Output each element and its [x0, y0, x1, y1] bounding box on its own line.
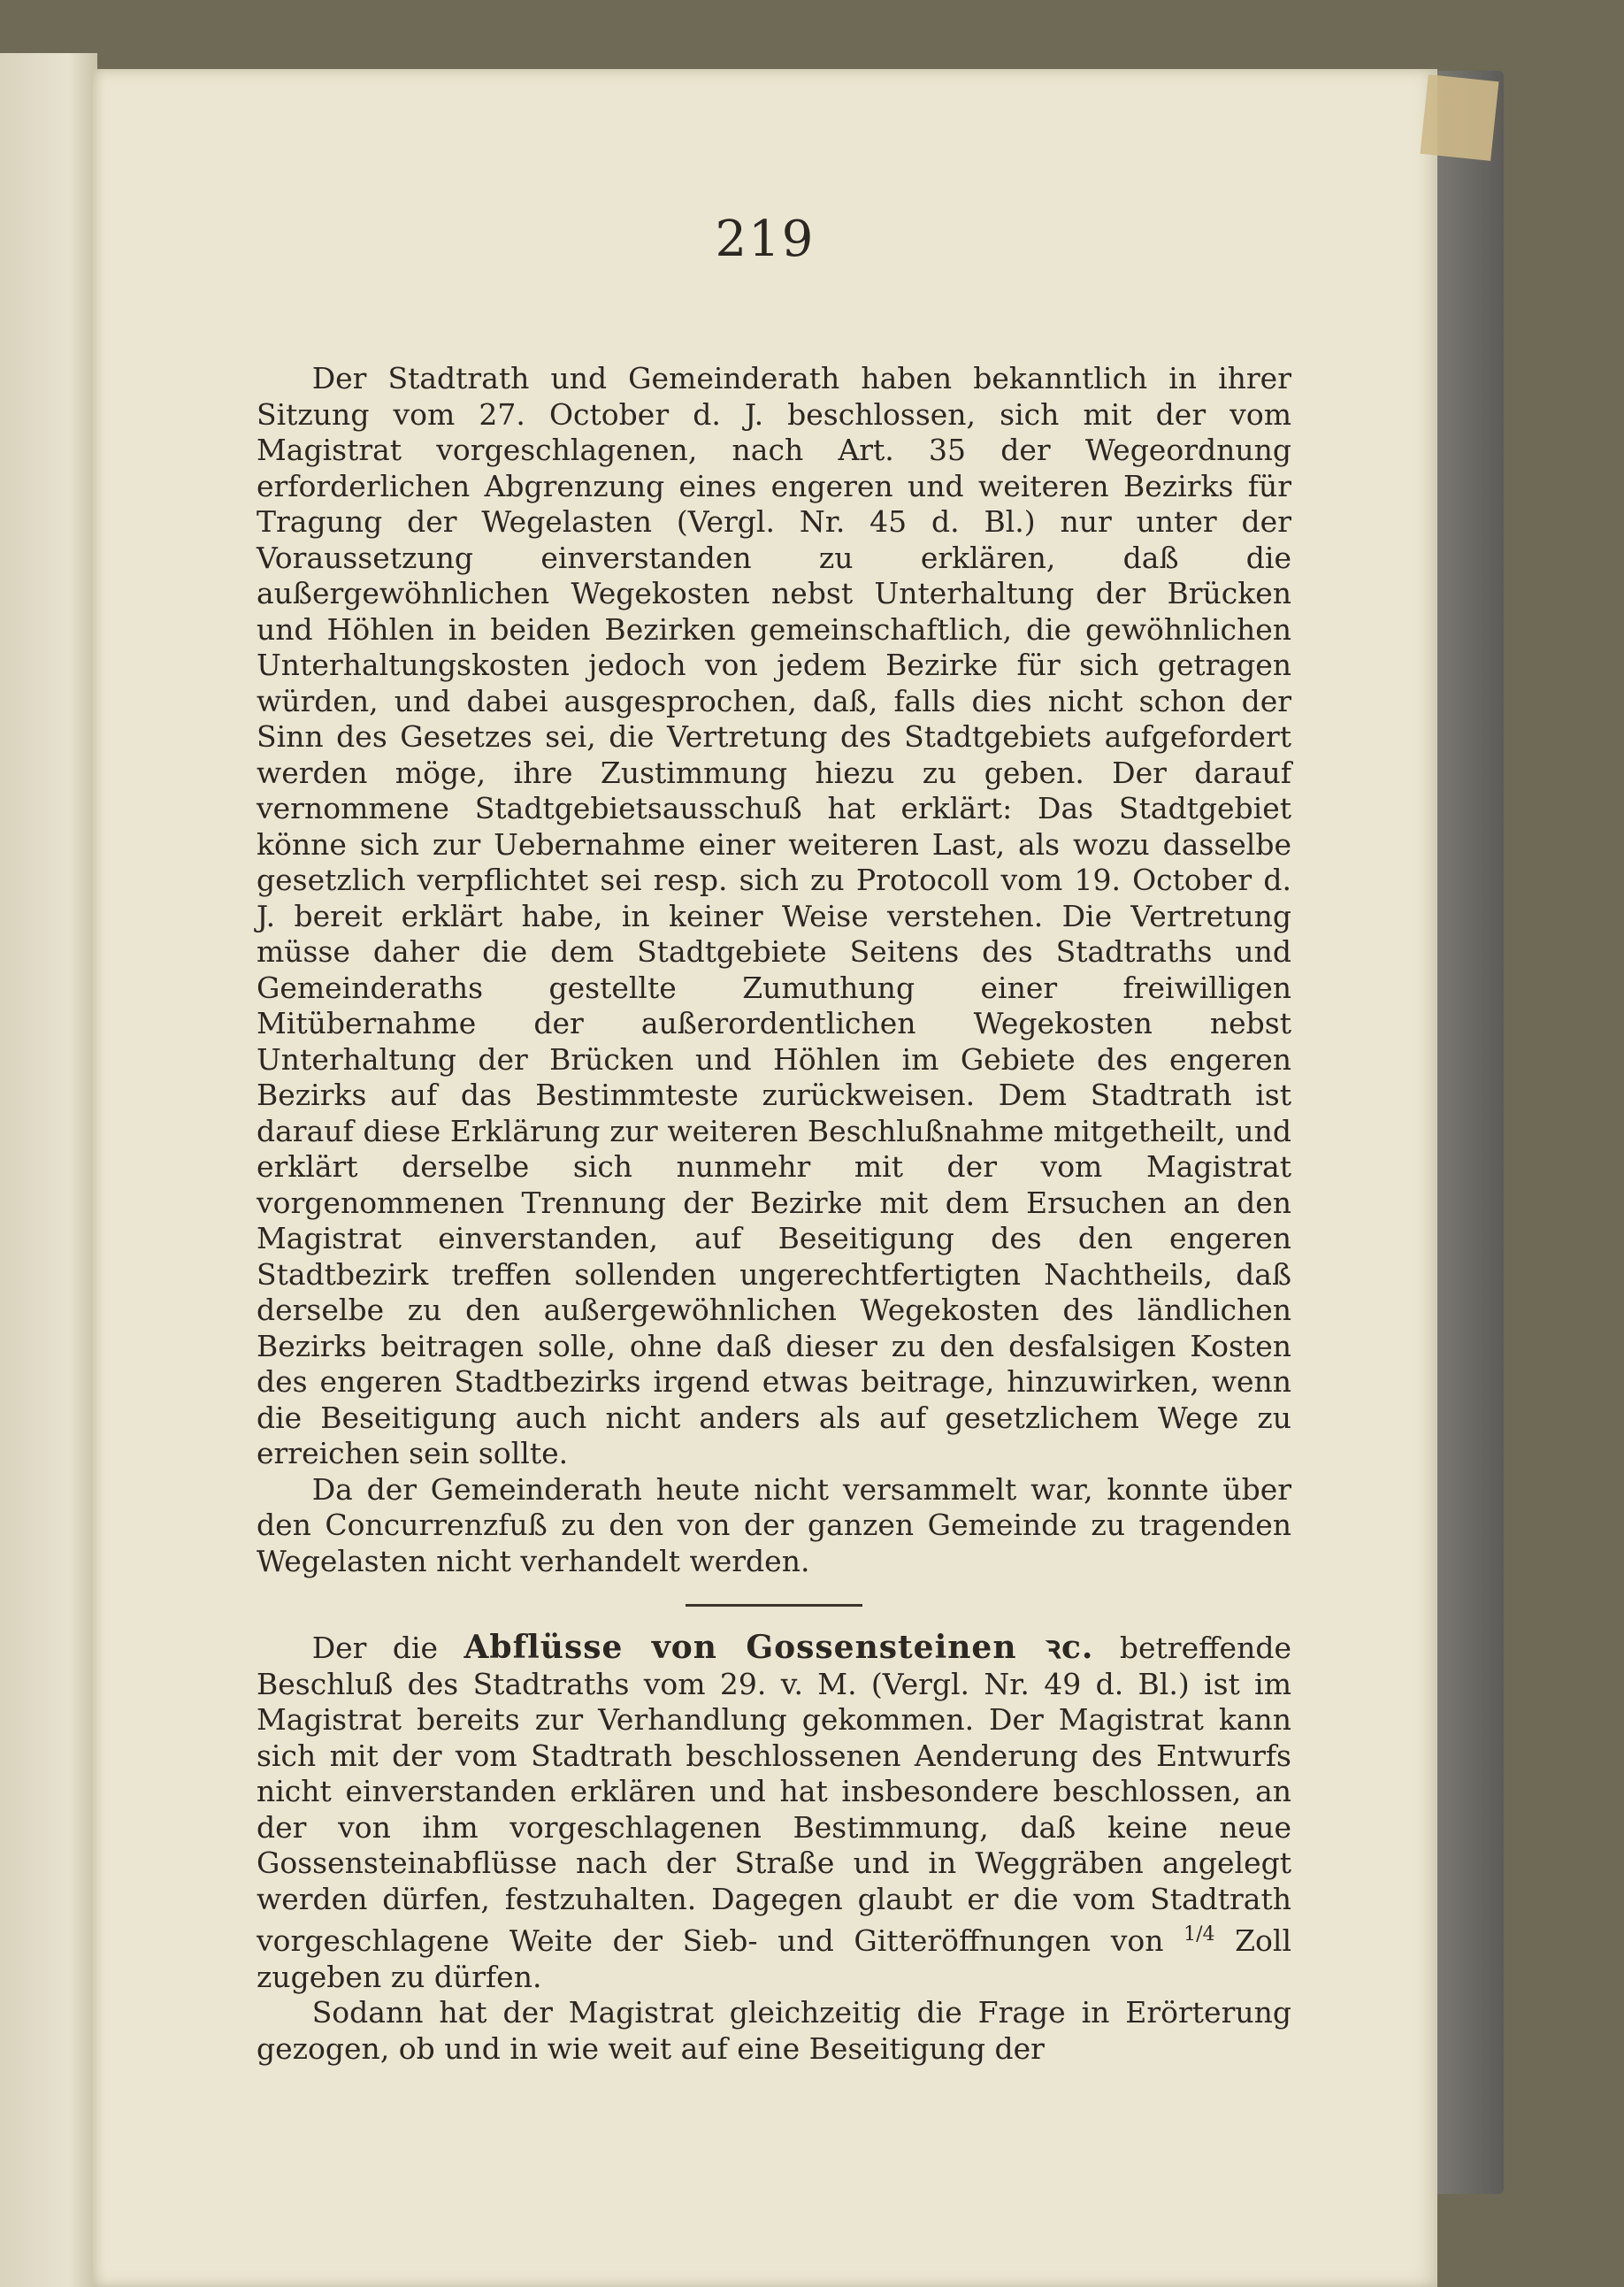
section-divider — [686, 1604, 862, 1607]
facing-page-edge — [0, 53, 97, 2287]
fraction: 1/4 — [1184, 1923, 1215, 1945]
paragraph-body: betreffende Beschluß des Stadtraths vom 29. v. M. (Vergl. Nr. 49 d. Bl.) ist im Magistrat bereits zur Verhandlung gekommen. Der Magistrat kann sich mit der vom Stadtrath beschlossenen Aenderung des Entwurfs nicht einverstanden erklären und hat insbesondere beschlossen, an der von ihm vorgeschlagenen Bestimmung, daß keine neue Gossensteinabflüsse nach der Straße und in Weggräben angelegt werden dürfen, festzuhalten. Dagegen glaubt er die vom Stadtrath vorgeschlagene Weite der Sieb- und Gitteröffnungen von — [257, 1631, 1291, 1958]
paragraph-sodann: Sodann hat der Magistrat gleichzeitig die Frage in Erörterung gezogen, ob und in wie weit auf eine Beseitigung der — [257, 1995, 1291, 2066]
book-page — [93, 69, 1437, 2287]
page-number: 219 — [715, 211, 816, 268]
paragraph-lead: Der die — [311, 1631, 439, 1665]
paragraph-end: Zoll zugeben zu dürfen. — [257, 1923, 1292, 1994]
paragraph-gemeinderath: Da der Gemeinderath heute nicht versammelt war, konnte über den Concurrenzfuß zu den von der ganzen Gemeinde zu tragenden Wegelasten nicht verhandelt werden. — [257, 1471, 1291, 1578]
tape-remnant — [1421, 74, 1499, 161]
paragraph-stadtrath-beschluss: Der Stadtrath und Gemeinderath haben bekanntlich in ihrer Sitzung vom 27. October d. J. beschlossen, sich mit der vom Magistrat vorgeschlagenen, nach Art. 35 der Wegeordnung erforderlichen Abgrenzung eines engeren und weiteren Bezirks für Tragung der Wegelasten (Vergl. Nr. 45 d. Bl.) nur unter der Voraussetzung einverstanden zu erklären, daß die außergewöhnlichen Wegekosten nebst Unterhaltung der Brücken und Höhlen in beiden Bezirken gemeinschaftlich, die gewöhnlichen Unterhaltungskosten jedoch von jedem Bezirke für sich getragen würden, und dabei ausgesprochen, daß, falls dies nicht schon der Sinn des Gesetzes sei, die Vertretung des Stadtgebiets aufgefordert werden möge, ihre Zustimmung hiezu zu geben. Der darauf vernommene Stadtgebietsausschuß hat erklärt: Das Stadtgebiet könne sich zur Uebernahme einer weiteren Last, als wozu dasselbe gesetzlich verpflichtet sei resp. sich zu Protocoll vom 19. October d. J. bereit erklärt habe, in keiner Weise verstehen. Die Vertretung müsse daher die dem Stadtgebiete Seitens des Stadtraths und Gemeinderaths gestellte Zumuthung einer freiwilligen Mitübernahme der außerordentlichen Wegekosten nebst Unterhaltung der Brücken und Höhlen im Gebiete des engeren Bezirks auf das Bestimmteste zurückweisen. Dem Stadtrath ist darauf diese Erklärung zur weiteren Beschlußnahme mitgetheilt, und erklärt derselbe sich nunmehr mit der vom Magistrat vorgenommenen Trennung der Bezirke mit dem Ersuchen an den Magistrat einverstanden, auf Beseitigung des den engeren Stadtbezirk treffen sollenden ungerechtfertigten Nachtheils, daß derselbe zu den außergewöhnlichen Wegekosten des ländlichen Bezirks beitragen solle, ohne daß dieser zu den desfalsigen Kosten des engeren Stadtbezirks irgend etwas beitrage, hinzuwirken, wenn die Beseitigung auch nicht anders als auf gesetzlichem Wege zu erreichen sein sollte. — [257, 361, 1291, 1470]
body-text — [257, 361, 1291, 2067]
paragraph-gossensteine — [257, 1630, 1291, 1995]
inline-heading: Abflüsse von Gossensteinen ꝛc. — [463, 1629, 1094, 1666]
